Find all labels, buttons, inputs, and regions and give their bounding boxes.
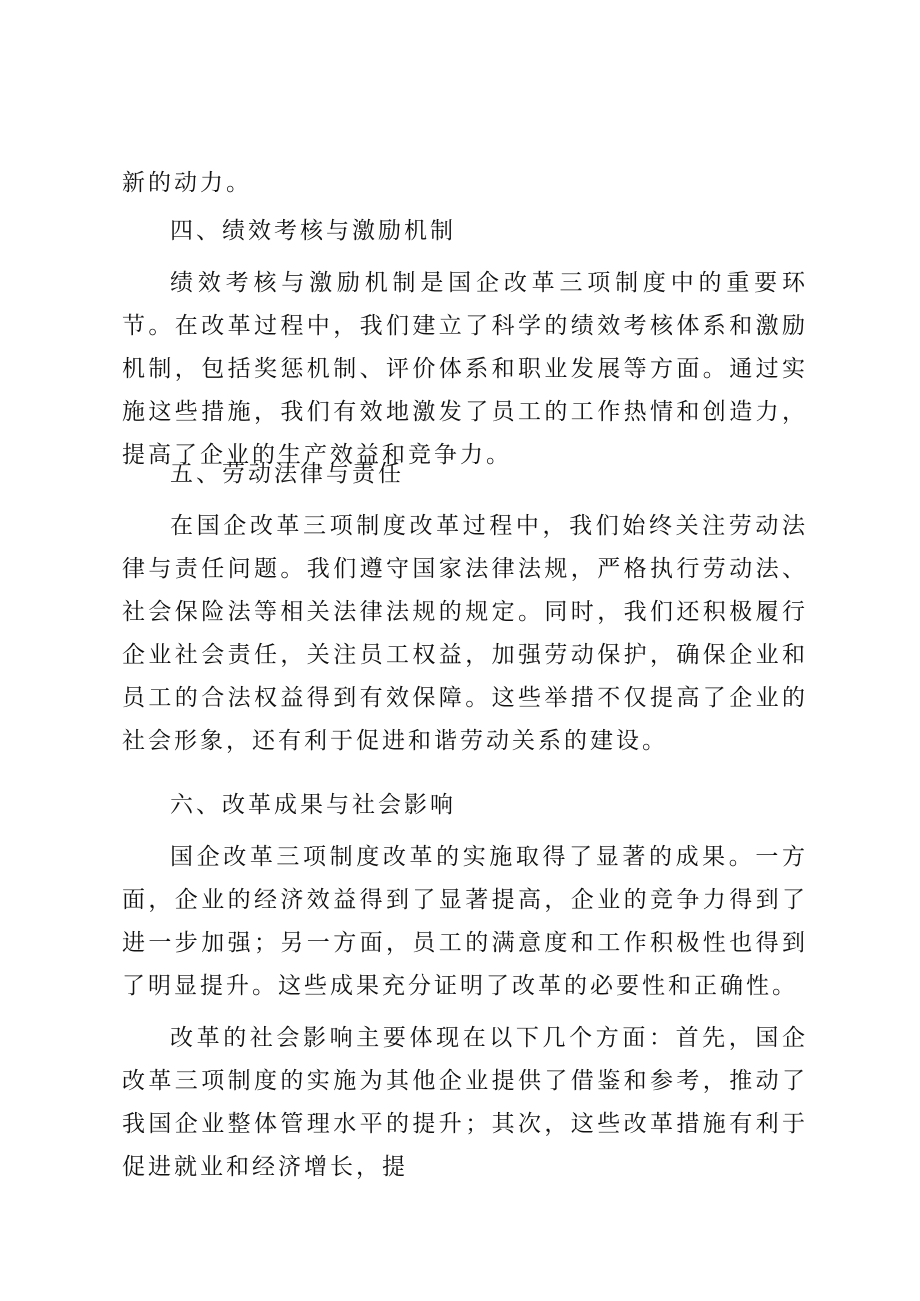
section-4-heading: 四、绩效考核与激励机制 xyxy=(170,218,456,244)
section-6-body-2 xyxy=(122,1017,808,1189)
section-4 xyxy=(122,210,808,253)
section-6-paragraph-1: 国企改革三项制度改革的实施取得了显著的成果。一方面，企业的经济效益得到了显著提高，企业的竞争力得到了进一步加强；另一方面，员工的满意度和工作积极性也得到了明显提升。这些成果充分证明了改革的必要性和正确性。 xyxy=(122,844,808,999)
continuation-paragraph xyxy=(122,162,808,205)
section-4-paragraph-1: 绩效考核与激励机制是国企改革三项制度中的重要环节。在改革过程中，我们建立了科学的绩效考核体系和激励机制，包括奖惩机制、评价体系和职业发展等方面。通过实施这些措施，我们有效地激发了员工的工作热情和创造力，提高了企业的生产效益和竞争力。 xyxy=(122,270,808,468)
section-5-paragraph-1: 在国企改革三项制度改革过程中，我们始终关注劳动法律与责任问题。我们遵守国家法律法规，严格执行劳动法、社会保险法等相关法律法规的规定。同时，我们还积极履行企业社会责任，关注员工权益，加强劳动保护，确保企业和员工的合法权益得到有效保障。这些举措不仅提高了企业的社会形象，还有利于促进和谐劳动关系的建设。 xyxy=(122,513,808,754)
section-5-heading: 五、劳动法律与责任 xyxy=(170,461,404,487)
section-4-body xyxy=(122,262,808,477)
section-5 xyxy=(122,453,808,496)
section-6-paragraph-2: 改革的社会影响主要体现在以下几个方面：首先，国企改革三项制度的实施为其他企业提供了借鉴和参考，推动了我国企业整体管理水平的提升；其次，这些改革措施有利于促进就业和经济增长，提 xyxy=(122,1025,808,1180)
section-6 xyxy=(122,784,808,827)
continuation-text: 新的动力。 xyxy=(122,170,252,196)
section-6-heading: 六、改革成果与社会影响 xyxy=(170,792,456,818)
section-6-body-1 xyxy=(122,836,808,1008)
section-5-body xyxy=(122,505,808,763)
